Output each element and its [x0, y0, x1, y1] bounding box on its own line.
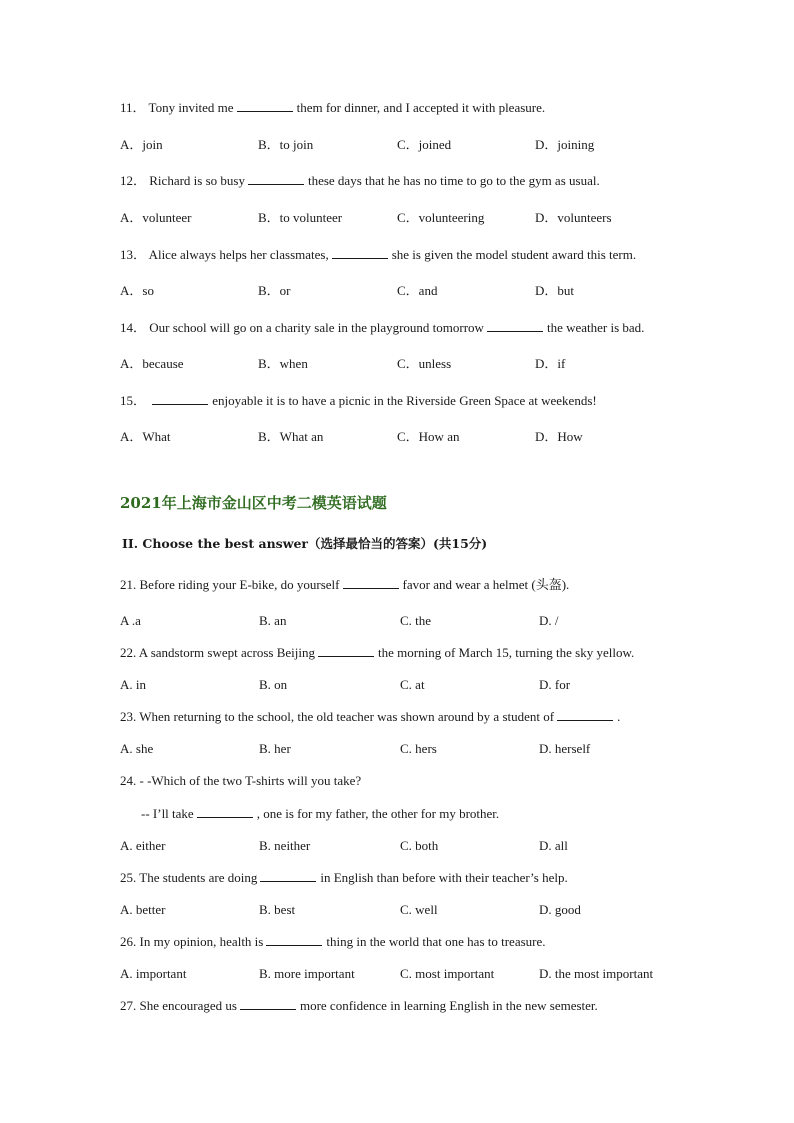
section-heading: II. Choose the best answer（选择最恰当的答案）(共15分) — [122, 536, 488, 551]
option-c[interactable]: C. well — [400, 902, 438, 917]
options-23 — [120, 741, 740, 757]
option-d[interactable]: D. good — [539, 902, 581, 917]
options-13 — [120, 283, 740, 299]
question-24: 24. - -Which of the two T-shirts will you take? — [120, 773, 362, 788]
answer-blank[interactable] — [237, 100, 293, 112]
option-c[interactable]: C．and — [397, 283, 438, 298]
option-d[interactable]: D. for — [539, 677, 571, 692]
question-14: 14． Our school will go on a charity sale in the playground tomorrow the weather is bad. — [120, 320, 645, 335]
exam-title: 2021年上海市金山区中考二模英语试题 — [120, 494, 387, 512]
option-a[interactable]: A. she — [120, 741, 154, 756]
answer-blank[interactable] — [318, 645, 374, 657]
option-a[interactable]: A．volunteer — [120, 210, 192, 225]
option-d[interactable]: D．joining — [535, 137, 595, 152]
question-15: 15． enjoyable it is to have a picnic in the Riverside Green Space at weekends! — [120, 393, 597, 408]
answer-blank[interactable] — [343, 577, 399, 589]
answer-blank[interactable] — [557, 709, 613, 721]
option-b[interactable]: B. on — [259, 677, 288, 692]
option-d[interactable]: D. the most important — [539, 966, 654, 981]
option-b[interactable]: B. an — [259, 613, 287, 628]
option-c[interactable]: C. most important — [400, 966, 495, 981]
option-b[interactable]: B．to volunteer — [258, 210, 343, 225]
option-d[interactable]: D．if — [535, 356, 566, 371]
options-15 — [120, 429, 740, 445]
answer-blank[interactable] — [487, 320, 543, 332]
option-d[interactable]: D．How — [535, 429, 583, 444]
option-c[interactable]: C．How an — [397, 429, 460, 444]
option-d[interactable]: D. / — [539, 613, 559, 628]
option-b[interactable]: B．or — [258, 283, 291, 298]
options-26 — [120, 966, 740, 982]
options-25 — [120, 902, 740, 918]
option-d[interactable]: D．but — [535, 283, 575, 298]
option-c[interactable]: C．joined — [397, 137, 452, 152]
option-c[interactable]: C. both — [400, 838, 439, 853]
answer-blank[interactable] — [332, 247, 388, 259]
option-b[interactable]: B. more important — [259, 966, 355, 981]
answer-blank[interactable] — [266, 934, 322, 946]
option-c[interactable]: C. hers — [400, 741, 437, 756]
option-a[interactable]: A. in — [120, 677, 146, 692]
option-c[interactable]: C. the — [400, 613, 432, 628]
question-23: 23. When returning to the school, the old teacher was shown around by a student of . — [120, 709, 621, 724]
question-21: 21. Before riding your E-bike, do yourself favor and wear a helmet (头盔). — [120, 577, 570, 592]
options-11 — [120, 137, 740, 153]
option-a[interactable]: A．What — [120, 429, 171, 444]
options-24 — [120, 838, 740, 854]
option-a[interactable]: A .a — [120, 613, 141, 628]
option-d[interactable]: D. all — [539, 838, 568, 853]
option-a[interactable]: A. either — [120, 838, 166, 853]
option-a[interactable]: A．so — [120, 283, 154, 298]
option-b[interactable]: B．when — [258, 356, 308, 371]
options-14 — [120, 356, 740, 372]
option-b[interactable]: B. neither — [259, 838, 311, 853]
options-21 — [120, 613, 740, 629]
option-c[interactable]: C. at — [400, 677, 425, 692]
option-d[interactable]: D. herself — [539, 741, 591, 756]
option-d[interactable]: D．volunteers — [535, 210, 612, 225]
question-25: 25. The students are doing in English than before with their teacher’s help. — [120, 870, 568, 885]
option-b[interactable]: B．to join — [258, 137, 314, 152]
question-26: 26. In my opinion, health is thing in the world that one has to treasure. — [120, 934, 546, 949]
answer-blank[interactable] — [197, 806, 253, 818]
options-22 — [120, 677, 740, 693]
answer-blank[interactable] — [152, 393, 208, 405]
question-27: 27. She encouraged us more confidence in learning English in the new semester. — [120, 998, 598, 1013]
question-24-reply: -- I’ll take , one is for my father, the other for my brother. — [141, 806, 500, 821]
option-b[interactable]: B．What an — [258, 429, 324, 444]
option-b[interactable]: B. best — [259, 902, 296, 917]
answer-blank[interactable] — [240, 998, 296, 1010]
option-c[interactable]: C．volunteering — [397, 210, 485, 225]
options-12 — [120, 210, 740, 226]
option-a[interactable]: A．because — [120, 356, 184, 371]
question-13: 13． Alice always helps her classmates, she is given the model student award this term. — [120, 247, 637, 262]
option-c[interactable]: C．unless — [397, 356, 452, 371]
question-11: 11． Tony invited me them for dinner, and I accepted it with pleasure. — [120, 100, 546, 115]
question-12: 12． Richard is so busy these days that he has no time to go to the gym as usual. — [120, 173, 600, 188]
answer-blank[interactable] — [248, 173, 304, 185]
option-a[interactable]: A. better — [120, 902, 166, 917]
option-a[interactable]: A. important — [120, 966, 187, 981]
answer-blank[interactable] — [260, 870, 316, 882]
option-a[interactable]: A．join — [120, 137, 163, 152]
question-22: 22. A sandstorm swept across Beijing the morning of March 15, turning the sky yellow. — [120, 645, 635, 660]
option-b[interactable]: B. her — [259, 741, 291, 756]
